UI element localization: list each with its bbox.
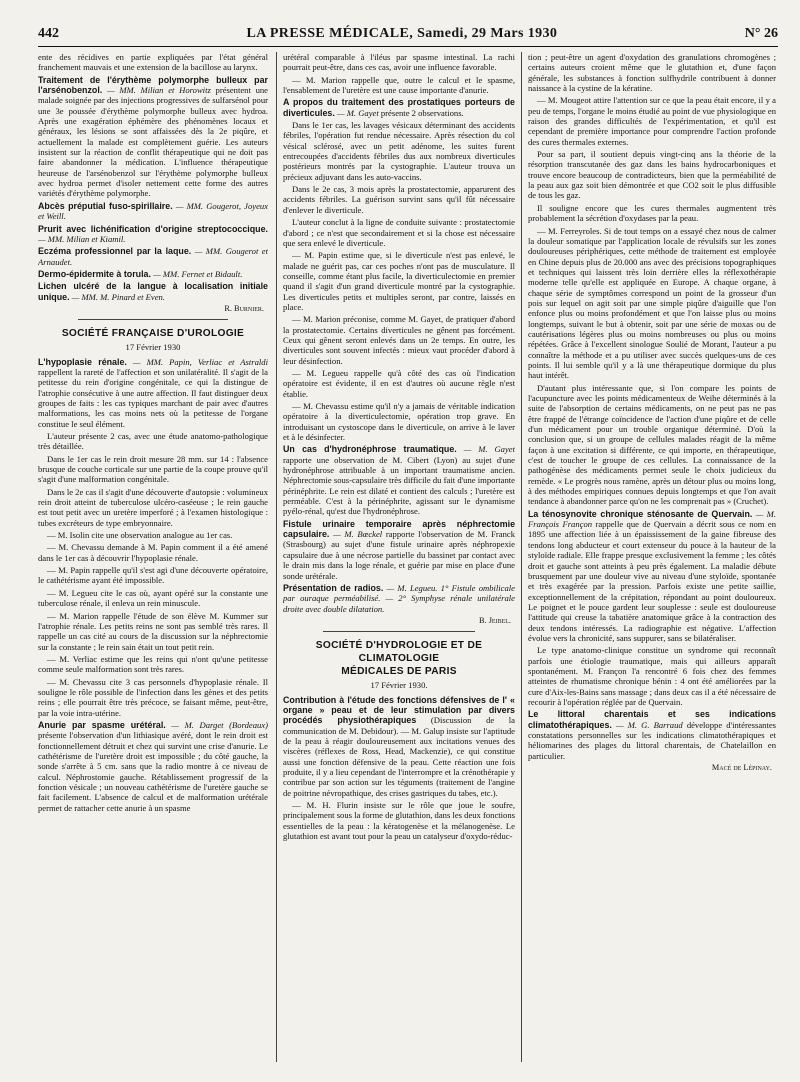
article-authors: — M. Bœckel	[333, 529, 383, 540]
section-divider	[323, 631, 475, 632]
article-authors: — M. François Françon	[528, 508, 776, 530]
article	[38, 224, 268, 245]
article	[283, 695, 515, 798]
issue-number: N° 26	[744, 26, 778, 41]
article-authors: — MM. M. Pinard et Even.	[71, 291, 165, 302]
article	[283, 444, 515, 516]
journal-title: LA PRESSE MÉDICALE, Samedi, 29 Mars 1930	[246, 26, 558, 41]
paragraph: D'autant plus intéressante que, si l'on compare les points de l'acupuncture avec les points médicamenteux de Weihe déterminés à la suite de l'absorption de certains médicaments, on ne peut pas ne pas être frappé de l'étrange coïncidence de l'action d'une piqûre et de celle d'un médicament pour un trouble organique déterminé. D'où la conclusion que, si un groupe de cellules malades réagit de la même façon à une excitation si différente, ce qui importe, en thérapeutique, c'est de toucher le groupe de ces cellules. La connaissance de la pathogénèse des médicaments permet seule le choix judicieux du remède. « Le progrès nous ramène, après un détour plus ou moins long, à des méthodes empiriques connues depuis longtemps et que l'on avait tendance à abandonner parce qu'on ne les comprenait pas » (Cruchet).	[528, 382, 776, 507]
article-text: rapporte l'observation de M. Franck (Strasbourg) au sujet d'une fistule urinaire après néphropexie capsulaire due à une nécrose partielle du bassinet par contact avec le drain mis dans la loge rénale, et guérie par mise en place d'une sonde urétérale.	[283, 529, 515, 581]
article-title: A propos du traitement des prostatiques porteurs de diverticules.	[283, 97, 515, 118]
article-text: (Discussion de la communication de M. Debidour). — M. Galup insiste sur l'aptitude de la peau à réagir douloureusement aux incitations venues des viscères (réflexes de Ross, Head, Mackenzie), ce qui constitue aussi une fonction défensive de la peau. Cette réaction une fois produite, il y a lieu cependant de l'interrompre et la crénothérapie y contribue par son action sur les téguments (traitement de l'angine de poitrine névropathique, des crises gastriques du tabes, etc.).	[283, 715, 515, 798]
paragraph: urétéral comparable à l'iléus par spasme intestinal. La rachi pourrait peut-être, dans ces cas, avoir une influence favorable.	[283, 52, 515, 73]
article-authors: — M. G. Barraud	[615, 719, 683, 730]
signature: Macé de Lépinay.	[711, 763, 772, 773]
article	[38, 201, 268, 222]
article-text: présente l'observation d'un lithiasique avéré, dont le rein droit est fonctionnellement détruit et chez qui survint une crise d'anurie. Le cathétérisme de l'uretère droit est impossible ; du côté gauche, la sonde s'arrête à 5 cm. sans que la radio montre à ce niveau de calcul. Néphrostomie gauche. Rétablissement progressif de la fonction vésicale ; un nouveau cathétérisme de l'uretère gauche se fait facilement. L'absence de calcul et de malformation urétérale permet de rattacher cette anurie à un spasme	[38, 730, 268, 813]
paragraph: Il souligne encore que les cures thermales augmentent très probablement la sécrétion d'oxydases par la peau.	[528, 202, 776, 224]
paragraph: — M. Verliac estime que les reins qui n'ont qu'une petitesse comme seule malformation sont très rares.	[38, 653, 268, 675]
article-title: Contribution à l'étude des fonctions défensives de l' « organe » peau et de leur stimulation par divers procédés physiothérapiques	[283, 694, 515, 726]
article-title: Fistule urinaire temporaire après néphrectomie capsulaire.	[283, 518, 515, 540]
article-title: Le littoral charentais et ses indications climatothérapiques.	[528, 709, 776, 730]
section-title: SOCIÉTÉ FRANÇAISE D'UROLOGIE	[61, 328, 245, 340]
paragraph: — M. Marion rappelle l'étude de son élève M. Kummer sur l'atrophie rénale. Les petits reins ne sont pas semblé très rares. Il rappelle un cas cité au cours de la discussion sur la néphrectomie sur la constante ; le rein sain était un tout petit rein.	[38, 610, 268, 652]
column-2	[283, 52, 515, 1062]
article-text: rapporte une observation de M. Cibert (Lyon) au sujet d'une hydronéphrose attribuable à un important traumatisme ancien. Néphrectomie sous-capsulaire très difficile du fait d'une importante périnéphrite. Le rein est dilaté et contient des calculs ; l'uretère est perméable. C'est à la périnéphrite, agissant sur le dynamisme pyélo-rénal, qu'est due l'hydronéphrose.	[283, 454, 515, 517]
article-authors: — MM. Papin, Verliac et Astraldi	[132, 356, 268, 367]
paragraph: — M. Marion préconise, comme M. Gayet, de pratiquer d'abord la prostatectomie. Certains diverticules ne gênent pas forcément. Ceux qui gênent seront enlevés dans un 2e temps. En outre, les diverticules sont souvent infectés : mieux vaut procéder d'abord à leur désinfection.	[283, 314, 515, 366]
article-text: 1° Fistule ombilicale par ouraque perméabilisé. — 2° Symphyse rénale unilatérale droite avec double dilatation.	[283, 582, 515, 614]
paragraph: Dans le 1er cas, les lavages vésicaux déterminant des accidents fébriles, l'opération fut rendue nécessaire. Après résection du col vésical sclérosé, avec un petit adénome, les suites furent entrecoupées d'accidents fébriles dus aux nombreux diverticules postérieurs montrés par la cystographie. L'auteur trouva un précieux adjuvant dans les auto-vaccins.	[283, 120, 515, 182]
paragraph: L'auteur présente 2 cas, avec une étude anatomo-pathologique très détaillée.	[38, 431, 268, 452]
paragraph: — M. Isolin cite une observation analogue au 1er cas.	[47, 530, 233, 541]
article-authors: — MM. Milian et Horowitz	[106, 85, 211, 96]
article	[283, 97, 515, 118]
paragraph: — M. Chevassu demande à M. Papin comment il a été amené dans le 1er cas à découvrir l'hypoplasie rénale.	[38, 542, 268, 563]
article-authors: — MM. Gougerot, Joyeux et Weill.	[38, 200, 268, 222]
article	[528, 509, 776, 643]
paragraph: Le type anatomo-clinique constitue un syndrome qui reconnaît parfois une étiologie traumatique, mais qui ailleurs apparaît spontanément. M. Françon l'a rencontré 6 fois chez des femmes atteintes de rhumatisme chronique bénin : 4 ont été améliorées par la cure d'Aix-les-Bains sans massage ; dans deux cas il a été nécessaire de recourir à l'opération réglée par de Quervain.	[528, 645, 776, 707]
article-authors: — M. Legueu.	[386, 582, 438, 593]
paragraph: — M. Papin rappelle qu'il s'est agi d'une découverte opératoire, le cathétérisme ayant été impossible.	[38, 565, 268, 586]
article-title: Eczéma professionnel par la laque.	[38, 246, 192, 257]
article-title: Anurie par spasme urétéral.	[38, 719, 166, 730]
column-3	[528, 52, 776, 1062]
paragraph: — M. H. Flurin insiste sur le rôle que joue le soufre, principalement sous la forme de glutathion, dans les deux fonctions essentielles de la peau : la kératogenèse et la mélanogenèse. Le glutathion est avant tout pour la peau un catalyseur d'oxydo-réduc-	[283, 800, 515, 842]
article-title: L'hypoplasie rénale.	[38, 356, 127, 367]
section-title	[283, 639, 515, 678]
column-rule	[276, 52, 277, 1062]
paragraph: Dans le 2e cas, 3 mois après la prostatectomie, apparurent des accidents fébriles. La guérison survint sans qu'il fût nécessaire d'enlever le diverticule.	[283, 184, 515, 215]
article-title: Traitement de l'érythème polymorphe bulleux par l'arsénobenzol.	[38, 74, 268, 96]
paragraph: — M. Mougeot attire l'attention sur ce que la peau était encore, il y a peu de temps, l'organe le moins étudié au point de vue physiologique en raison des grandes difficultés de l'expérimentation, et qu'il est cependant de première importance pour comprendre l'action profonde des cures thermales externes.	[528, 95, 776, 147]
paragraph: — M. Chevassu estime qu'il n'y a jamais de véritable indication opératoire à la diverticulectomie, opération trop grave. En introduisant un cystoscope dans le diverticule, on arrive à le laver et à le désinfecter.	[283, 401, 515, 443]
section-divider	[78, 319, 228, 320]
section-title-line-1: SOCIÉTÉ D'HYDROLOGIE ET DE CLIMATOLOGIE	[315, 640, 483, 665]
paragraph: — M. Legueu rappelle qu'à côté des cas où l'indication opératoire est évidente, il en est d'autres où aucune règle n'est établie.	[283, 367, 515, 399]
session-date: 17 Février 1930.	[370, 680, 428, 691]
page-number: 442	[38, 26, 59, 41]
section-title-line-2: MÉDICALES DE PARIS	[341, 666, 457, 678]
column-rule	[521, 52, 522, 1062]
paragraph: — M. Ferreyroles. Si de tout temps on a essayé chez nous de calmer la douleur somatique par l'application locale de révulsifs sur les zones douloureuses périphériques, cette méthode de traitement est employée en Chine depuis plus de 20.000 ans avec des précisions topographiques et techniques qui laissent très loin derrière elles la réflexothérapie moderne telle qu'elle est appliquée en Europe. A chaque organe, à chaque série de symptômes correspond un point de la grosseur d'un pois sur lequel on agit soit par une simple piqûre d'aiguille que l'on enfonce plus ou moins profondément et que l'on laisse plus ou moins longtemps, suivant le but à obtenir, soit par une série de moxas ou de cautérisations légères plus ou moins nombreuses ou plus ou moins répétées. Grâce à l'excellent sinologue Soulié de Morant, l'auteur a pu connaître la méthode et a pu utiliser avec succès quelques-uns de ces points. Il lui semble qu'il y a là une thérapeutique dormique du plus haut intérêt.	[528, 225, 776, 381]
article	[38, 357, 268, 429]
article-text: développe d'intéressantes constatations personnelles sur les indications climatothérapiques et héliomarines des plages du littoral charentais, de Chatelaillon en particulier.	[528, 719, 776, 761]
paragraph: Dans le 2e cas il s'agit d'une découverte d'autopsie : volumineux rein droit atteint de tuberculose ulcéro-caséeuse ; le rein gauche est tout petit avec un uretère imperforé ; à l'examen histologique : tubes excréteurs de type embryonnaire.	[38, 486, 268, 528]
article-title: Prurit avec lichénification d'origine streptococcique.	[38, 223, 268, 234]
article	[283, 583, 515, 614]
article	[528, 709, 776, 761]
paragraph: tion ; peut-être un agent d'oxydation des granulations chromogènes ; certains auteurs croient même que le glutathion et, d'une façon générale, les substances à fonction sulfhydrile contribuent à donner naissance à la cystine de la kératine.	[528, 52, 776, 94]
article-text: rappellent la rareté de l'affection et son unilatéralité. Il s'agit de la petitesse du rein d'origine congénitale, ce qui la distingue de l'atrophie consécutive à une autre affection. Il faut distinguer deux groupes de faits : les cas typiques marchant de pair avec d'autres malformations, les cas moins nets où la petitesse de l'organe constitue le seul élément.	[38, 366, 268, 429]
article-title: Un cas d'hydronéphrose traumatique.	[283, 444, 457, 455]
paragraph: Dans le 1er cas le rein droit mesure 28 mm. sur 14 : l'absence brusque de couche corticale sur une partie de la coupe prouve qu'il s'agit d'une malformation congénitale.	[38, 453, 268, 485]
article-authors: — M. Darget (Bordeaux)	[171, 719, 268, 730]
paragraph: ente des récidives en partie expliquées par l'état général franchement mauvais et une extension de la bacillose au larynx.	[38, 52, 268, 73]
paragraph: — M. Chevassu cite 3 cas personnels d'hypoplasie rénale. Il souligne le rôle possible de l'infection dans les gènes et des petits reins ; elle pourrait être très précoce, se faisant même, peut-être, par la voie intra-utérine.	[38, 676, 268, 718]
article	[38, 269, 268, 279]
article	[38, 281, 268, 302]
article-title: Présentation de radios.	[283, 582, 384, 593]
article	[38, 246, 268, 267]
article-title: Abcès préputial fuso-spirillaire.	[38, 200, 173, 211]
article-authors: — MM. Milian et Kiamil.	[38, 233, 126, 244]
article-authors: — M. Gayet	[463, 444, 515, 455]
paragraph: L'auteur conclut à la ligne de conduite suivante : prostatectomie d'abord ; ce n'est que secondairement et si la chose est nécessaire que sera enlevé le diverticule.	[283, 217, 515, 248]
signature: B. Jeibel.	[479, 615, 511, 625]
paragraph: — M. Marion rappelle que, outre le calcul et le spasme, l'ensablement de l'uretère est une cause importante d'anurie.	[283, 74, 515, 96]
article-authors: — MM. Fernet et Bidault.	[153, 268, 243, 279]
signature: R. Burnier.	[224, 303, 264, 313]
article	[38, 75, 268, 199]
article-authors: — M. Gayet	[336, 107, 379, 118]
article-title: La ténosynovite chronique sténosante de Quervain.	[528, 508, 753, 519]
session-date: 17 Février 1930	[125, 342, 181, 353]
article-text: présentent une malade soignée par des injections progressives de sulfarsénol pour une 3e poussée d'érythème polymorphe bulleux avec hydroa. Après une exagération éphémère des phénomènes locaux et généraux, les lésions se sont affaissées dès la 2e piqûre, et actuellement la malade est complètement guérie. Les auteurs insistent sur la réaction de conflit thérapeutique qui ne doit pas faire abandonner la médication. L'influence thérapeutique heureuse de l'arsénobenzol sur l'érythème polymorphe bulleux avec hydroa permet d'isoler nettement cette forme des autres variétés d'érythème polymorphe.	[38, 85, 268, 199]
paragraph: — M. Papin estime que, si le diverticule n'est pas enlevé, le malade ne guérit pas, car ces poches n'ont pas de musculature. Il conseille, comme étant plus facile, la diverticulectomie en premier quand il s'agit d'un grand diverticule montré par la cystographie. Les diverticules petits et multiples seront, par contre, laissés en place.	[283, 250, 515, 312]
paragraph: — M. Legueu cite le cas où, ayant opéré sur la constante une tuberculose rénale, il enleva un rein minuscule.	[38, 587, 268, 609]
paragraph: Pour sa part, il soutient depuis vingt-cinq ans la théorie de la résorption transcutanée des gaz dans les bains hydrocarboniques et trouve encore beaucoup de contradicteurs, bien que la perméabilité de la peau aux gaz soit bien démontrée et que CO2 soit le plus diffusible de tous les gaz.	[528, 149, 776, 201]
article-title: Lichen ulcéré de la langue à localisation initiale unique.	[38, 281, 268, 302]
article-title: Dermo-épidermite à torula.	[38, 268, 151, 279]
article	[38, 720, 268, 813]
article-text: rappelle que de Quervain a décrit sous ce nom en 1895 une affection liée à un épaississement de la gaine fibreuse des tendons long abducteur et court extenseur du pouce à la hauteur de la styloïde radiale. Elle frappe presque exclusivement la femme ; les côtés droit et gauche sont atteints à peu près également. La maladie débute brusquement par une douleur vive au niveau d'une styloïde, spontanée et très exagérée par la pression. Parfois existe une petite saillie, exceptionnellement de la crépitation, répondant au point douloureux. Le poignet et le pouce gardent leur souplesse : seule est douloureuse l'attitude qui creuse la tabatière anatomique grâce à la contraction des deux tendons intéressés. La radiographie est négative. L'affection évolue vers la chronicité, sans suppurer, sans se bilatéraliser.	[528, 519, 776, 643]
article	[283, 519, 515, 581]
page-header	[38, 22, 778, 47]
article-text: présente 2 observations.	[380, 107, 464, 118]
column-1	[38, 52, 268, 1062]
article-authors: — MM. Gougerot et Arnaudet.	[38, 246, 268, 267]
